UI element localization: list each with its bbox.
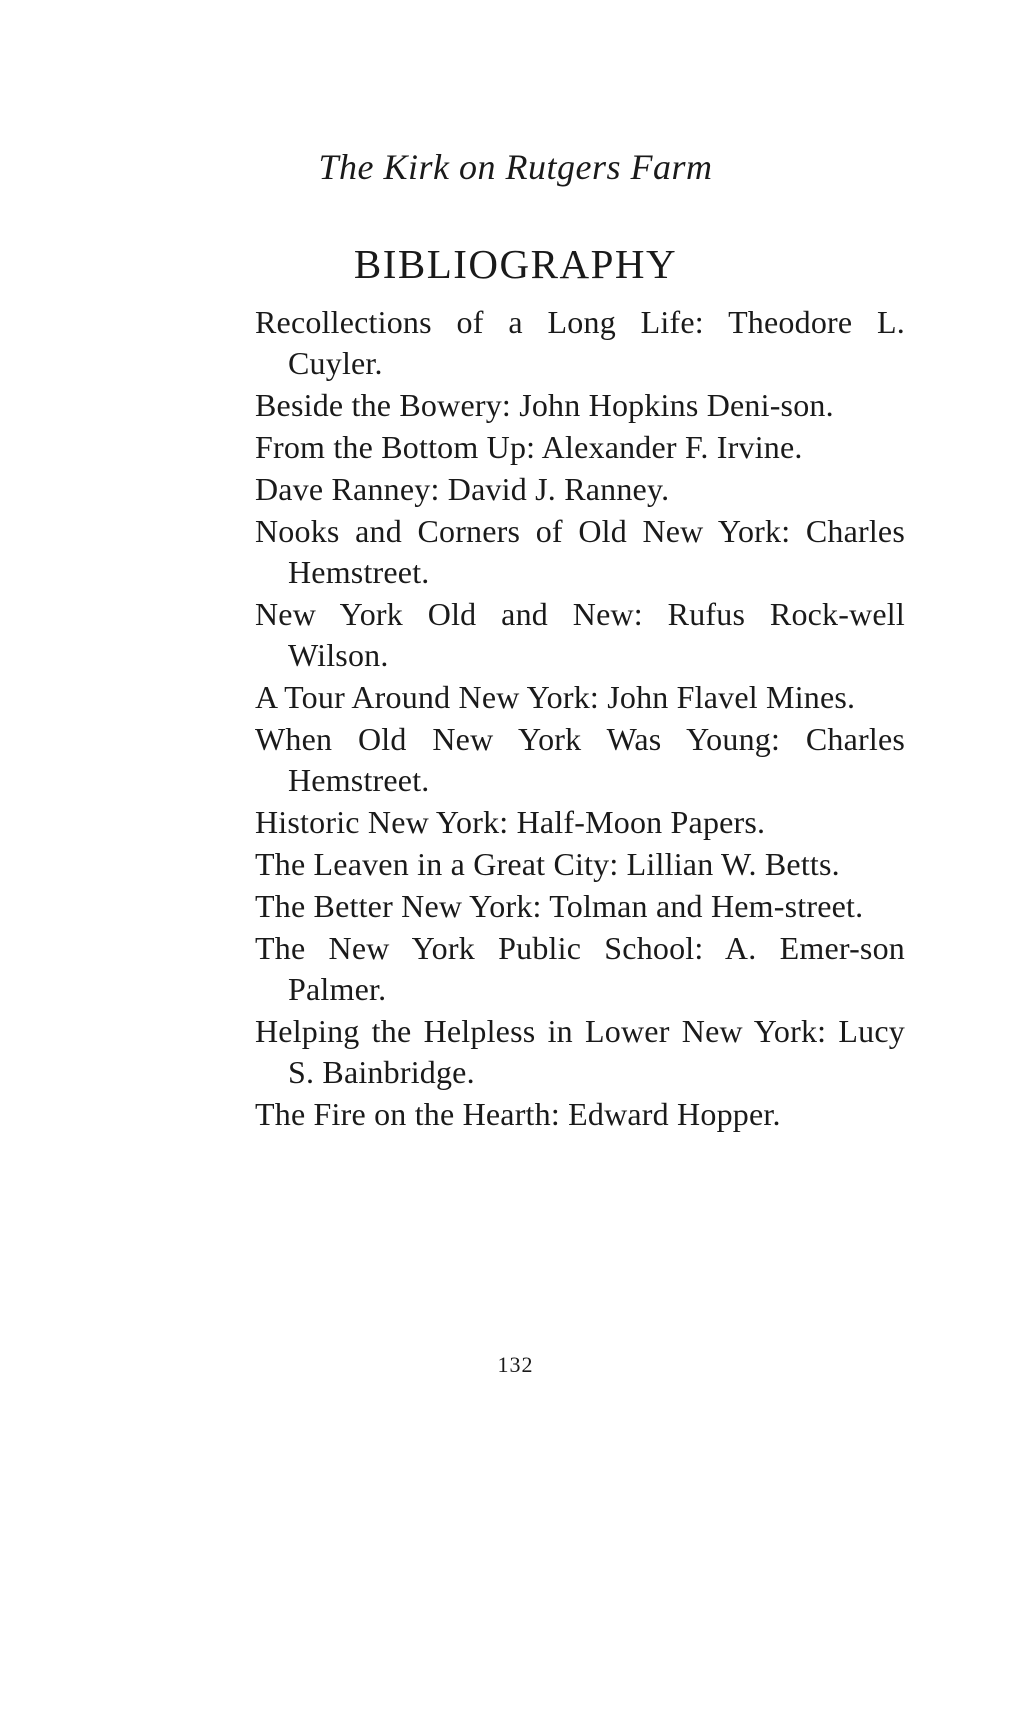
bibliography-entry: The Fire on the Hearth: Edward Hopper. [255, 1096, 781, 1132]
bibliography-entry: New York Old and New: Rufus Rock-well Wilson. [255, 596, 905, 673]
bibliography-entry: The Better New York: Tolman and Hem-street. [255, 888, 864, 924]
bibliography-entry: The Leaven in a Great City: Lillian W. Betts. [255, 846, 840, 882]
bibliography-entry: The New York Public School: A. Emer-son Palmer. [255, 930, 905, 1007]
page-number: 132 [497, 1352, 534, 1377]
bibliography-entry: Nooks and Corners of Old New York: Charles Hemstreet. [255, 513, 905, 590]
bibliography-entry: Historic New York: Half-Moon Papers. [255, 804, 766, 840]
bibliography-list [255, 302, 905, 1136]
bibliography-entry: Dave Ranney: David J. Ranney. [255, 471, 670, 507]
section-title: BIBLIOGRAPHY [353, 241, 678, 287]
bibliography-entry: Beside the Bowery: John Hopkins Deni-son. [255, 387, 834, 423]
bibliography-entry: Helping the Helpless in Lower New York: Lucy S. Bainbridge. [255, 1013, 905, 1090]
bibliography-entry: When Old New York Was Young: Charles Hemstreet. [255, 721, 905, 798]
bibliography-entry: From the Bottom Up: Alexander F. Irvine. [255, 429, 803, 465]
running-head: The Kirk on Rutgers Farm [318, 147, 713, 187]
bibliography-entry: Recollections of a Long Life: Theodore L. Cuyler. [255, 304, 905, 381]
bibliography-entry: A Tour Around New York: John Flavel Mines. [255, 679, 856, 715]
